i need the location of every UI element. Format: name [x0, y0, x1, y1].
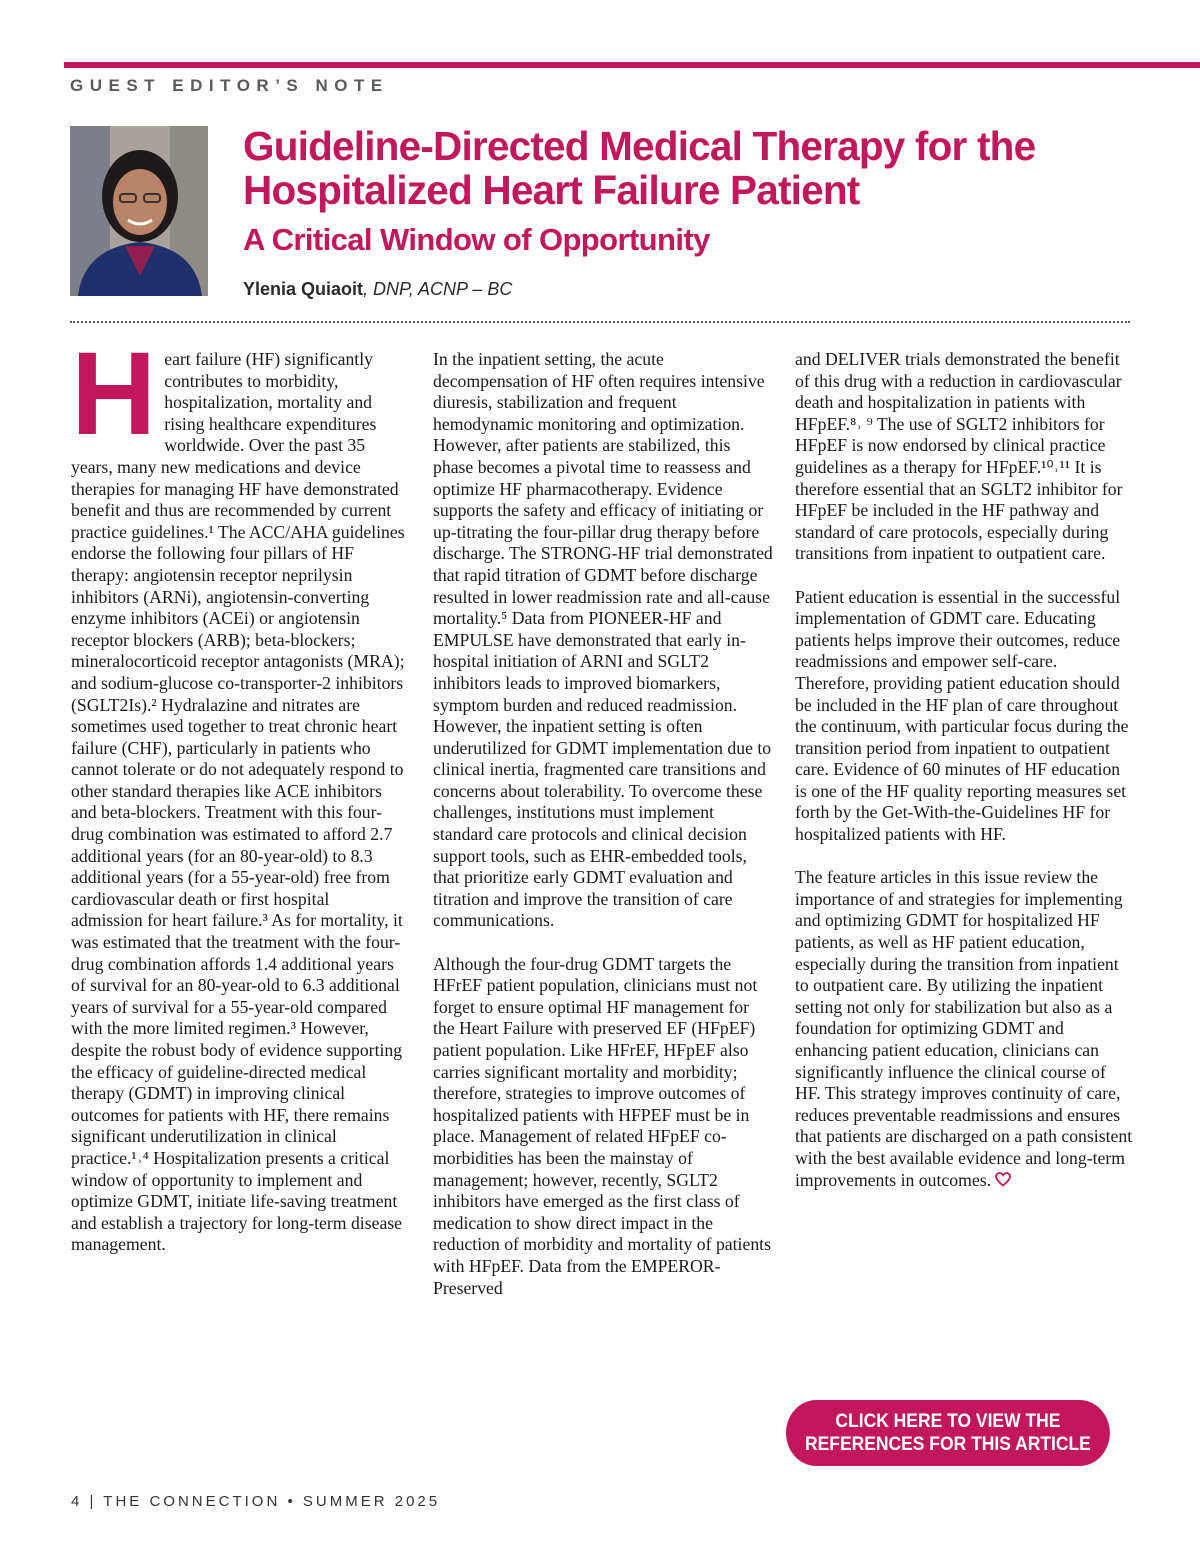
article-subtitle: A Critical Window of Opportunity — [243, 222, 710, 257]
paragraph-text: The feature articles in this issue review the importance of and strategies for implementing and optimizing GDMT for hospitalized HF patients, as well as HF patient education, especially during the transition from inpatient to outpatient care. By utilizing the inpatient setting not only for stabilization but also as a foundation for optimizing GDMT and enhancing patient education, clinicians can significantly influence the clinical course of HF. This strategy improves continuity of care, reduces preventable readmissions and ensures that patients are discharged on a path consistent with the best available evidence and long-term improvements in outcomes. — [795, 867, 1133, 1190]
cta-line-1: CLICK HERE TO VIEW THE — [835, 1411, 1061, 1432]
section-label: GUEST EDITOR’S NOTE — [70, 76, 389, 95]
article-column-3 — [795, 349, 1135, 1192]
page-footer: 4 | THE CONNECTION • SUMMER 2025 — [71, 1493, 441, 1510]
article-column-1 — [71, 328, 405, 1256]
heart-outline-icon — [995, 1171, 1011, 1193]
paragraph-text: eart failure (HF) significantly contributes to morbidity, hospitalization, mortality and rising healthcare expenditures worldwide. Over the past 35 years, many new medications and device therapies for managing HF have demonstrated benefit and thus are recommended by current practice guidelines.¹ The ACC/AHA guidelines endorse the following four pillars of HF therapy: angiotensin receptor neprilysin inhibitors (ARNi), angiotensin-converting enzyme inhibitors (ACEi) or angiotensin receptor blockers (ARB); beta-blockers; mineralocorticoid receptor antagonists (MRA); and sodium-glucose co-transporter-2 inhibitors (SGLT2Is).² Hydralazine and nitrates are sometimes used together to treat chronic heart failure (CHF), particularly in patients who cannot tolerate or do not adequately respond to other standard therapies like ACE inhibitors and beta-blockers. Treatment with this four-drug combination was estimated to afford 2.7 additional years (for an 80-year-old) to 8.3 additional years (for a 55-year-old) free from cardiovascular death or first hospital admission for heart failure.³ As for mortality, it was estimated that the treatment with the four-drug combination affords 1.4 additional years of survival for an 80-year-old to 6.3 additional years of survival for a 55-year-old compared with the more limited regimen.³ However, despite the robust body of evidence supporting the efficacy of guideline-directed medical therapy (GDMT) in improving clinical outcomes for patients with HF, there remains significant underutilization in clinical practice.¹˒⁴ Hospitalization presents a critical window of opportunity to implement and optimize GDMT, initiate life-saving treatment and establish a trajectory for long-term disease management. — [71, 349, 405, 1255]
paragraph: Patient education is essential in the successful implementation of GDMT care. Educating patients helps improve their outcomes, reduce readmissions and empower self-care. Therefore, providing patient education should be included in the HF plan of care throughout the continuum, with particular focus during the transition period from inpatient to outpatient care. Evidence of 60 minutes of HF education is one of the HF quality reporting measures set forth by the Get-With-the-Guidelines HF for hospitalized patients with HF. — [795, 586, 1129, 845]
paragraph: Although the four-drug GDMT targets the HFrEF patient population, clinicians must not forget to ensure optimal HF management for the Heart Failure with preserved EF (HFpEF) patient population. Like HFrEF, HFpEF also carries significant mortality and morbidity; therefore, strategies to improve outcomes of hospitalized patients with HFPEF must be in place. Management of related HFpEF co-morbidities has been the mainstay of management; however, recently, SGLT2 inhibitors have emerged as the first class of medication to show direct impact in the reduction of morbidity and mortality of patients with HFpEF. Data from the EMPEROR-Preserved — [433, 953, 771, 1298]
paragraph — [71, 328, 405, 1256]
top-accent-rule — [64, 62, 1200, 68]
dotted-divider — [70, 321, 1130, 323]
article-column-2 — [433, 349, 773, 1299]
paragraph: In the inpatient setting, the acute decompensation of HF often requires intensive diuresis, stabilization and frequent hemodynamic monitoring and optimization. However, after patients are stabilized, this phase becomes a pivotal time to reassess and optimize HF pharmacotherapy. Evidence supports the safety and efficacy of initiating or up-titrating the four-pillar drug therapy before discharge. The STRONG-HF trial demonstrated that rapid titration of GDMT before discharge resulted in lower readmission rate and all-cause mortality.⁵ Data from PIONEER-HF and EMPULSE have demonstrated that early in-hospital initiation of ARNI and SGLT2 inhibitors leads to improved biomarkers, symptom burden and reduced readmission. However, the inpatient setting is often underutilized for GDMT implementation due to clinical inertia, fragmented care transitions and concerns about tolerability. To overcome these challenges, institutions must implement standard care protocols and clinical decision support tools, such as EHR-embedded tools, that prioritize early GDMT evaluation and titration and improve the transition of care communications. — [433, 349, 773, 931]
author-photo — [70, 126, 208, 296]
cta-line-2: REFERENCES FOR THIS ARTICLE — [804, 1434, 1091, 1455]
author-byline — [243, 279, 512, 300]
author-credentials: , DNP, ACNP – BC — [363, 279, 513, 299]
drop-cap: H — [71, 328, 157, 460]
author-name: Ylenia Quiaoit — [243, 279, 364, 299]
view-references-button[interactable] — [786, 1400, 1110, 1466]
article-title: Guideline-Directed Medical Therapy for the Hospitalized Heart Failure Patient — [243, 123, 1036, 213]
paragraph — [795, 867, 1135, 1192]
paragraph: and DELIVER trials demonstrated the benefit of this drug with a reduction in cardiovascular death and hospitalization in patients with HFpEF.⁸˒ ⁹ The use of SGLT2 inhibitors for HFpEF is now endorsed by clinical practice guidelines as a therapy for HFpEF.¹⁰˒¹¹ It is therefore essential that an SGLT2 inhibitor for HFpEF be included in the HF pathway and standard of care protocols, especially during transitions from inpatient to outpatient care. — [795, 349, 1123, 564]
